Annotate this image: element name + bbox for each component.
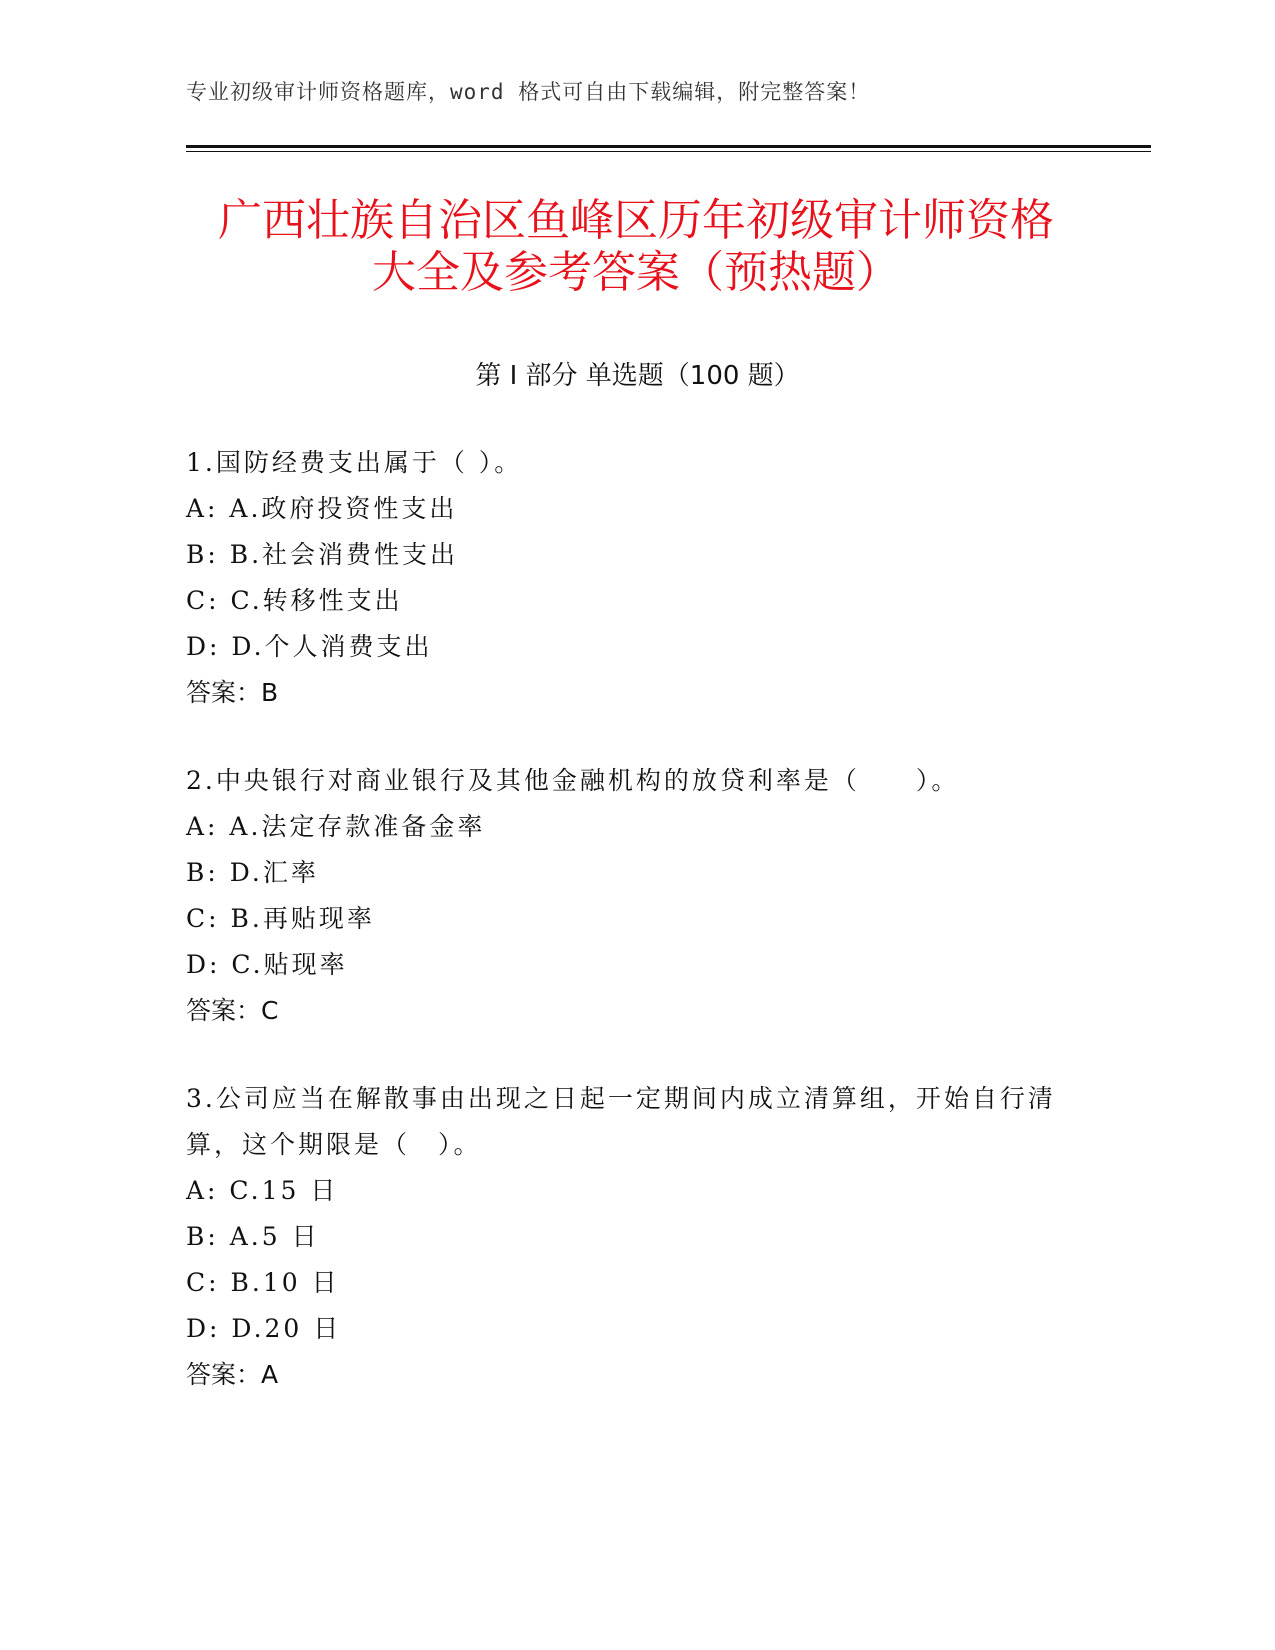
header-note: 专业初级审计师资格题库，word 格式可自由下载编辑，附完整答案！	[186, 80, 871, 104]
header-rule-thin	[186, 151, 1151, 152]
question-3	[186, 1076, 1066, 1398]
question-stem: 1.国防经费支出属于（ ）。	[186, 448, 523, 477]
option-c: C: B.10 日	[186, 1268, 340, 1297]
option-c: C: B.再贴现率	[186, 904, 375, 933]
answer: 答案：A	[186, 1360, 279, 1389]
option-d: D: C.贴现率	[186, 950, 348, 979]
document-title-line-1: 广西壮族自治区鱼峰区历年初级审计师资格	[218, 195, 1054, 246]
question-1	[186, 440, 1066, 716]
question-2	[186, 758, 1066, 1034]
question-list	[186, 440, 1066, 1440]
option-b: B: D.汇率	[186, 858, 319, 887]
option-b: B: B.社会消费性支出	[186, 540, 459, 569]
option-d: D: D.20 日	[186, 1314, 342, 1343]
document-title-line-2: 大全及参考答案（预热题）	[372, 247, 900, 298]
section-heading: 第 I 部分 单选题（100 题）	[475, 361, 800, 391]
answer: 答案：B	[186, 678, 279, 707]
answer: 答案：C	[186, 996, 279, 1025]
document-title	[186, 195, 1086, 299]
option-b: B: A.5 日	[186, 1222, 320, 1251]
option-a: A: A.政府投资性支出	[186, 494, 458, 523]
question-stem: 3.公司应当在解散事由出现之日起一定期间内成立清算组，开始自行清算，这个期限是（ ）。	[186, 1084, 1056, 1159]
question-stem: 2.中央银行对商业银行及其他金融机构的放贷利率是（ ）。	[186, 766, 960, 795]
option-d: D: D.个人消费支出	[186, 632, 433, 661]
option-a: A: A.法定存款准备金率	[186, 812, 486, 841]
header-rule-thick	[186, 145, 1151, 148]
option-c: C: C.转移性支出	[186, 586, 403, 615]
option-a: A: C.15 日	[186, 1176, 339, 1205]
